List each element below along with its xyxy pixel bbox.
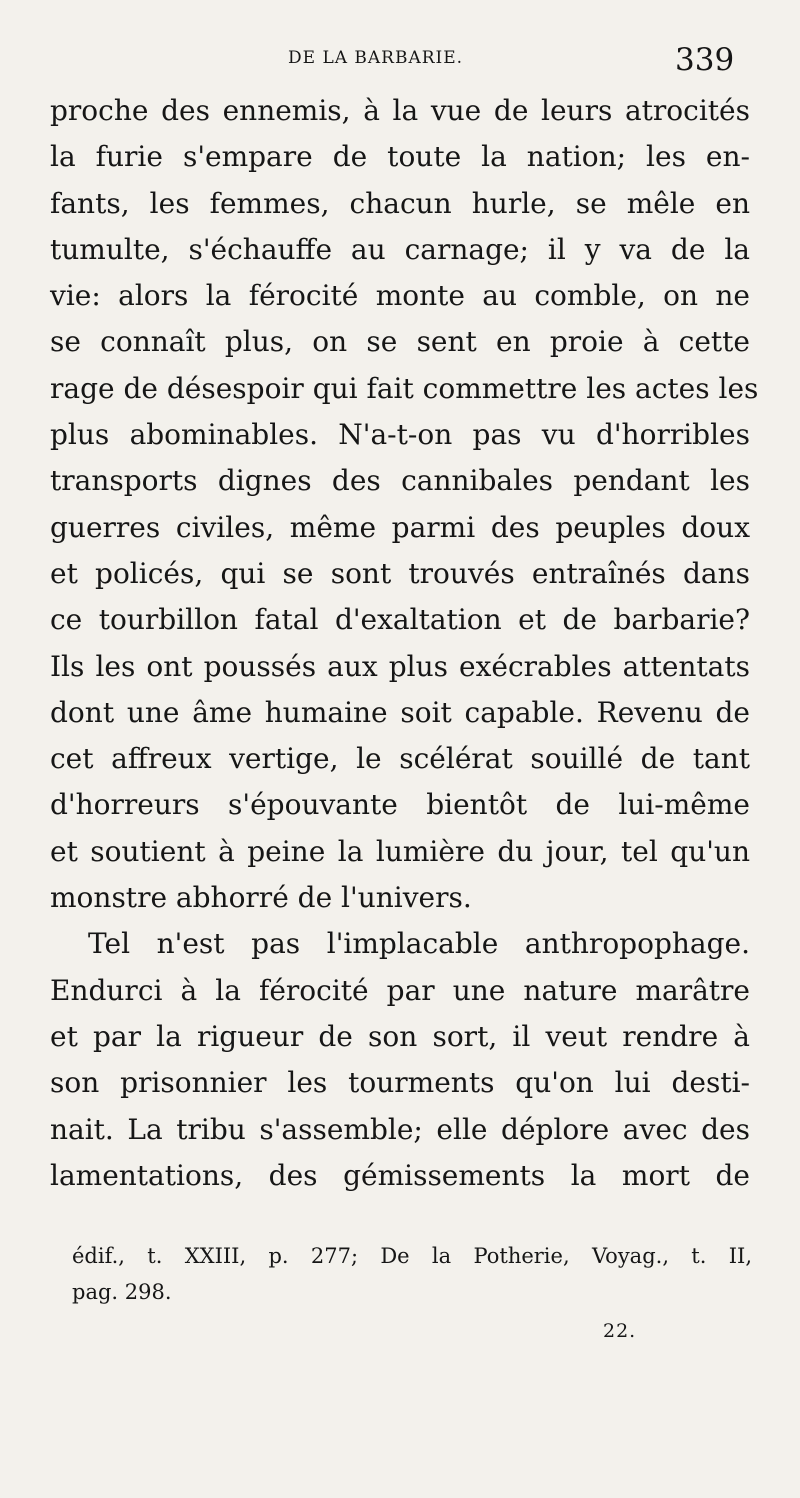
footnote-line: édif., t. XXIII, p. 277; De la Potherie, Voyag., t. II,	[72, 1244, 752, 1268]
text-line: transports dignes des cannibales pendant les	[50, 464, 750, 498]
text-line: lamentations, des gémissements la mort de	[50, 1158, 750, 1192]
text-line: nait. La tribu s'assemble; elle déplore avec des	[50, 1112, 750, 1146]
text-line: la furie s'empare de toute la nation; les en-	[50, 140, 750, 174]
text-line: guerres civiles, même parmi des peuples doux	[50, 510, 750, 544]
text-line: et soutient à peine la lumière du jour, tel qu'un	[50, 834, 750, 868]
footnote	[72, 1238, 752, 1310]
page-number: 339	[675, 42, 735, 78]
text-line: fants, les femmes, chacun hurle, se mêle en	[50, 186, 750, 220]
text-line: proche des ennemis, à la vue de leurs atrocités	[50, 94, 750, 127]
text-line: rage de désespoir qui fait commettre les actes les	[50, 371, 759, 405]
text-line: monstre abhorré de l'univers.	[50, 881, 472, 915]
text-line: son prisonnier les tourments qu'on lui desti-	[50, 1066, 750, 1100]
running-head	[0, 42, 800, 82]
paragraph-start-line: Tel n'est pas l'implacable anthropophage.	[88, 927, 750, 961]
text-line: et policés, qui se sont trouvés entraînés dans	[50, 556, 750, 590]
footnote-line: pag. 298.	[72, 1280, 172, 1304]
text-line: se connaît plus, on se sent en proie à cette	[50, 325, 750, 359]
body-text	[50, 88, 759, 1199]
text-line: Ils les ont poussés aux plus exécrables attentats	[50, 649, 750, 683]
text-line: Endurci à la férocité par une nature marâtre	[50, 973, 750, 1007]
text-line: ce tourbillon fatal d'exaltation et de barbarie?	[50, 603, 750, 637]
text-line: d'horreurs s'épouvante bientôt de lui-même	[50, 788, 750, 822]
running-title: DE LA BARBARIE.	[288, 48, 464, 68]
text-line: plus abominables. N'a-t-on pas vu d'horribles	[50, 418, 750, 452]
text-line: tumulte, s'échauffe au carnage; il y va de la	[50, 232, 750, 266]
text-line: dont une âme humaine soit capable. Revenu de	[50, 695, 750, 729]
signature-mark: 22.	[603, 1320, 637, 1342]
text-line: cet affreux vertige, le scélérat souillé de tant	[50, 742, 750, 776]
text-line: et par la rigueur de son sort, il veut rendre à	[50, 1019, 750, 1053]
text-line: vie: alors la férocité monte au comble, on ne	[50, 279, 750, 313]
